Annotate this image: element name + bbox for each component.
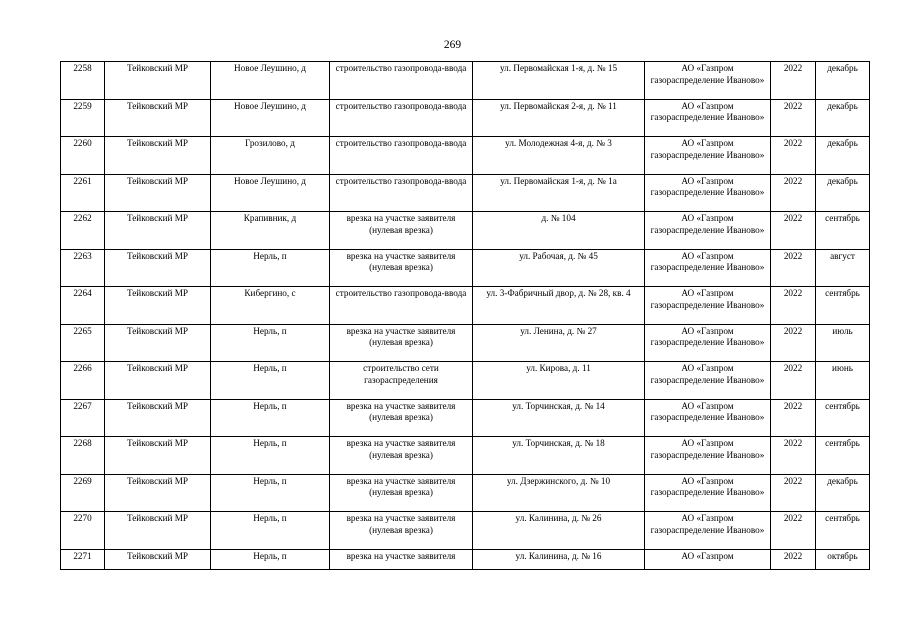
year-cell: 2022 xyxy=(771,399,816,437)
locality-cell: Грозилово, д xyxy=(211,137,330,175)
table-row xyxy=(61,399,870,437)
locality-cell: Нерль, п xyxy=(211,249,330,287)
row-number: 2260 xyxy=(61,137,105,175)
year-cell: 2022 xyxy=(771,287,816,325)
address-cell: ул. Первомайская 1-я, д. № 15 xyxy=(473,62,645,100)
table-row xyxy=(61,512,870,550)
organization-cell: АО «Газпром газораспределение Иваново» xyxy=(645,62,771,100)
year-cell: 2022 xyxy=(771,549,816,569)
table-row xyxy=(61,324,870,362)
table-row xyxy=(61,99,870,137)
organization-cell: АО «Газпром газораспределение Иваново» xyxy=(645,212,771,250)
organization-cell: АО «Газпром газораспределение Иваново» xyxy=(645,287,771,325)
district-cell: Тейковский МР xyxy=(105,137,211,175)
month-cell: декабрь xyxy=(816,99,870,137)
locality-cell: Новое Леушино, д xyxy=(211,174,330,212)
row-number: 2264 xyxy=(61,287,105,325)
locality-cell: Кибергино, с xyxy=(211,287,330,325)
month-cell: сентябрь xyxy=(816,512,870,550)
organization-cell: АО «Газпром газораспределение Иваново» xyxy=(645,474,771,512)
month-cell: сентябрь xyxy=(816,399,870,437)
address-cell: д. № 104 xyxy=(473,212,645,250)
district-cell: Тейковский МР xyxy=(105,212,211,250)
locality-cell: Крапивник, д xyxy=(211,212,330,250)
year-cell: 2022 xyxy=(771,62,816,100)
address-cell: ул. Торчинская, д. № 18 xyxy=(473,437,645,475)
year-cell: 2022 xyxy=(771,324,816,362)
month-cell: октябрь xyxy=(816,549,870,569)
work-type-cell: врезка на участке заявителя (нулевая врезка) xyxy=(330,249,473,287)
district-cell: Тейковский МР xyxy=(105,62,211,100)
row-number: 2269 xyxy=(61,474,105,512)
year-cell: 2022 xyxy=(771,437,816,475)
organization-cell: АО «Газпром газораспределение Иваново» xyxy=(645,399,771,437)
year-cell: 2022 xyxy=(771,512,816,550)
table-row xyxy=(61,287,870,325)
row-number: 2267 xyxy=(61,399,105,437)
address-cell: ул. Первомайская 1-я, д. № 1а xyxy=(473,174,645,212)
locality-cell: Нерль, п xyxy=(211,362,330,400)
row-number: 2266 xyxy=(61,362,105,400)
district-cell: Тейковский МР xyxy=(105,399,211,437)
locality-cell: Новое Леушино, д xyxy=(211,99,330,137)
month-cell: сентябрь xyxy=(816,212,870,250)
year-cell: 2022 xyxy=(771,174,816,212)
address-cell: ул. Первомайская 2-я, д. № 11 xyxy=(473,99,645,137)
organization-cell: АО «Газпром газораспределение Иваново» xyxy=(645,249,771,287)
organization-cell: АО «Газпром газораспределение Иваново» xyxy=(645,99,771,137)
month-cell: декабрь xyxy=(816,62,870,100)
district-cell: Тейковский МР xyxy=(105,474,211,512)
work-type-cell: строительство газопровода-ввода xyxy=(330,99,473,137)
district-cell: Тейковский МР xyxy=(105,174,211,212)
address-cell: ул. Ленина, д. № 27 xyxy=(473,324,645,362)
table-row xyxy=(61,137,870,175)
locality-cell: Нерль, п xyxy=(211,437,330,475)
work-type-cell: врезка на участке заявителя (нулевая врезка) xyxy=(330,474,473,512)
address-cell: ул. Дзержинского, д. № 10 xyxy=(473,474,645,512)
month-cell: сентябрь xyxy=(816,437,870,475)
organization-cell: АО «Газпром xyxy=(645,549,771,569)
address-cell: ул. Калинина, д. № 16 xyxy=(473,549,645,569)
work-type-cell: строительство газопровода-ввода xyxy=(330,174,473,212)
district-cell: Тейковский МР xyxy=(105,437,211,475)
work-type-cell: врезка на участке заявителя xyxy=(330,549,473,569)
address-cell: ул. Молодежная 4-я, д. № 3 xyxy=(473,137,645,175)
table-row xyxy=(61,212,870,250)
locality-cell: Нерль, п xyxy=(211,399,330,437)
work-type-cell: строительство газопровода-ввода xyxy=(330,137,473,175)
address-cell: ул. Рабочая, д. № 45 xyxy=(473,249,645,287)
district-cell: Тейковский МР xyxy=(105,324,211,362)
address-cell: ул. 3-Фабричный двор, д. № 28, кв. 4 xyxy=(473,287,645,325)
district-cell: Тейковский МР xyxy=(105,287,211,325)
address-cell: ул. Кирова, д. 11 xyxy=(473,362,645,400)
work-type-cell: строительство сети газораспределения xyxy=(330,362,473,400)
month-cell: август xyxy=(816,249,870,287)
work-type-cell: врезка на участке заявителя (нулевая врезка) xyxy=(330,512,473,550)
district-cell: Тейковский МР xyxy=(105,362,211,400)
year-cell: 2022 xyxy=(771,99,816,137)
row-number: 2261 xyxy=(61,174,105,212)
work-type-cell: врезка на участке заявителя (нулевая врезка) xyxy=(330,324,473,362)
work-type-cell: врезка на участке заявителя (нулевая врезка) xyxy=(330,399,473,437)
district-cell: Тейковский МР xyxy=(105,249,211,287)
row-number: 2270 xyxy=(61,512,105,550)
organization-cell: АО «Газпром газораспределение Иваново» xyxy=(645,174,771,212)
month-cell: декабрь xyxy=(816,137,870,175)
locality-cell: Нерль, п xyxy=(211,474,330,512)
row-number: 2262 xyxy=(61,212,105,250)
row-number: 2259 xyxy=(61,99,105,137)
organization-cell: АО «Газпром газораспределение Иваново» xyxy=(645,362,771,400)
organization-cell: АО «Газпром газораспределение Иваново» xyxy=(645,512,771,550)
work-type-cell: строительство газопровода-ввода xyxy=(330,62,473,100)
month-cell: июль xyxy=(816,324,870,362)
year-cell: 2022 xyxy=(771,474,816,512)
row-number: 2268 xyxy=(61,437,105,475)
row-number: 2265 xyxy=(61,324,105,362)
month-cell: декабрь xyxy=(816,474,870,512)
work-type-cell: строительство газопровода-ввода xyxy=(330,287,473,325)
district-cell: Тейковский МР xyxy=(105,512,211,550)
locality-cell: Нерль, п xyxy=(211,512,330,550)
table-row xyxy=(61,437,870,475)
year-cell: 2022 xyxy=(771,362,816,400)
gas-works-table xyxy=(60,61,870,570)
year-cell: 2022 xyxy=(771,137,816,175)
table-row xyxy=(61,62,870,100)
month-cell: июнь xyxy=(816,362,870,400)
month-cell: декабрь xyxy=(816,174,870,212)
row-number: 2271 xyxy=(61,549,105,569)
address-cell: ул. Торчинская, д. № 14 xyxy=(473,399,645,437)
work-type-cell: врезка на участке заявителя (нулевая врезка) xyxy=(330,437,473,475)
table-row xyxy=(61,249,870,287)
year-cell: 2022 xyxy=(771,249,816,287)
table-row xyxy=(61,549,870,569)
district-cell: Тейковский МР xyxy=(105,549,211,569)
table-row xyxy=(61,174,870,212)
month-cell: сентябрь xyxy=(816,287,870,325)
address-cell: ул. Калинина, д. № 26 xyxy=(473,512,645,550)
locality-cell: Новое Леушино, д xyxy=(211,62,330,100)
year-cell: 2022 xyxy=(771,212,816,250)
page-number: 269 xyxy=(443,39,462,51)
table-row xyxy=(61,362,870,400)
district-cell: Тейковский МР xyxy=(105,99,211,137)
organization-cell: АО «Газпром газораспределение Иваново» xyxy=(645,137,771,175)
locality-cell: Нерль, п xyxy=(211,324,330,362)
locality-cell: Нерль, п xyxy=(211,549,330,569)
table-row xyxy=(61,474,870,512)
organization-cell: АО «Газпром газораспределение Иваново» xyxy=(645,324,771,362)
organization-cell: АО «Газпром газораспределение Иваново» xyxy=(645,437,771,475)
work-type-cell: врезка на участке заявителя (нулевая врезка) xyxy=(330,212,473,250)
row-number: 2258 xyxy=(61,62,105,100)
row-number: 2263 xyxy=(61,249,105,287)
